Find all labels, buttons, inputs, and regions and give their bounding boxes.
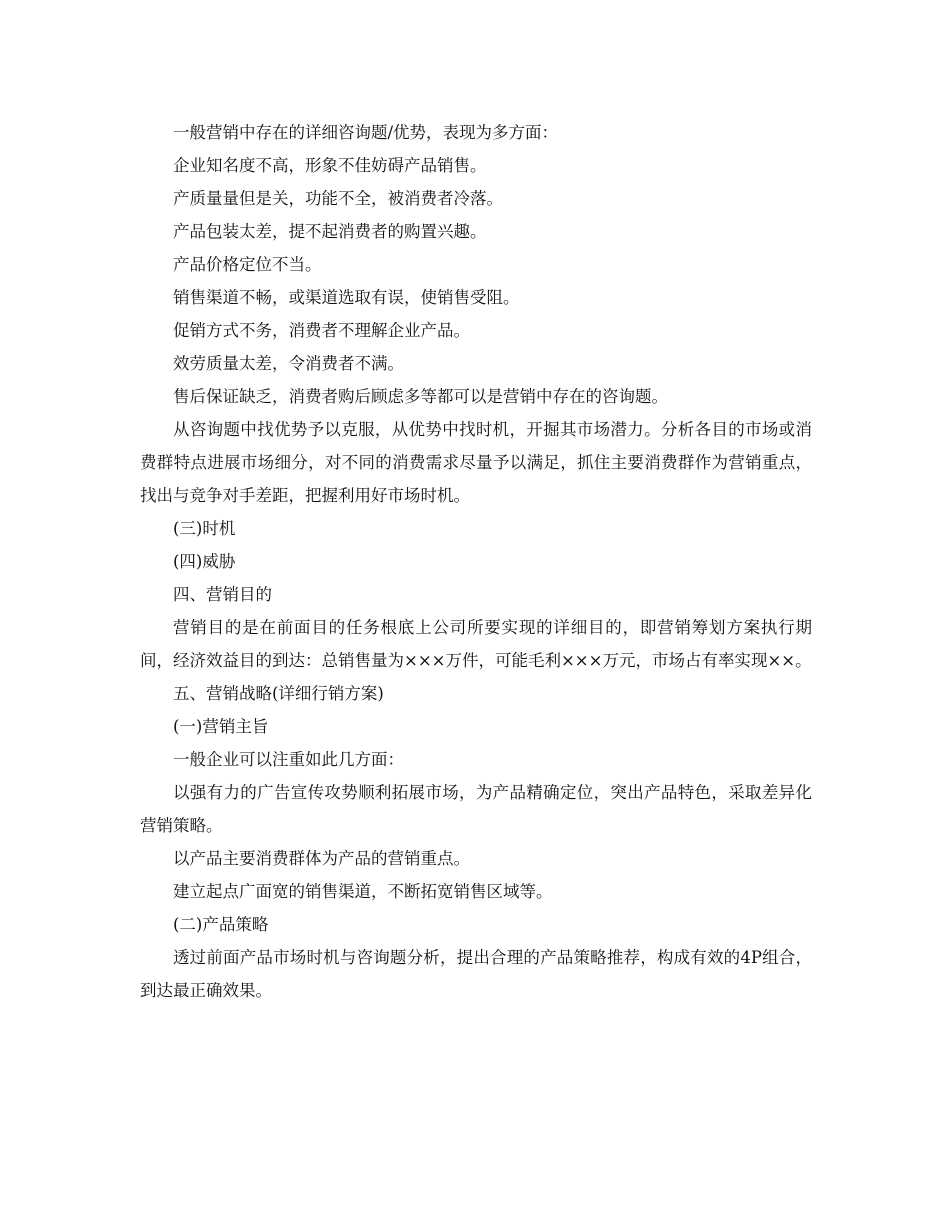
heading-product-strategy: (二)产品策略 — [173, 915, 269, 934]
paragraph-channels: 销售渠道不畅，或渠道选取有误，使销售受阻。 — [173, 288, 520, 307]
paragraph-marketing-goals: 营销目的是在前面目的任务根底上公司所要实现的详细目的，即营销筹划方案执行期间，经济效益目的到达：总销售量为×××万件，可能毛利×××万元，市场占有率实现××。 — [140, 618, 812, 670]
document-body — [140, 116, 812, 1007]
paragraph-analysis: 从咨询题中找优势予以克服，从优势中找时机，开掘其市场潜力。分析各目的市场或消费群特点进展市场细分，对不同的消费需求尽量予以满足，抓住主要消费群作为营销重点，找出与竞争对手差距，把握利用好市场时机。 — [140, 420, 812, 505]
paragraph-focus-aspects: 一般企业可以注重如此几方面： — [173, 750, 404, 769]
paragraph-packaging: 产品包装太差，提不起消费者的购置兴趣。 — [173, 222, 487, 241]
paragraph-quality: 产质量量但是关，功能不全，被消费者冷落。 — [173, 189, 503, 208]
heading-marketing-purpose: (一)营销主旨 — [173, 717, 269, 736]
heading-opportunity: (三)时机 — [173, 519, 236, 538]
paragraph-problems-intro: 一般营销中存在的详细咨询题/优势，表现为多方面： — [173, 123, 559, 142]
paragraph-service: 效劳质量太差，令消费者不满。 — [173, 354, 404, 373]
heading-marketing-goals: 四、营销目的 — [173, 585, 272, 604]
paragraph-sales-channels: 建立起点广面宽的销售渠道，不断拓宽销售区域等。 — [173, 882, 553, 901]
heading-marketing-strategy: 五、营销战略(详细行销方案) — [173, 684, 384, 703]
paragraph-product-strategy: 透过前面产品市场时机与咨询题分析，提出合理的产品策略推荐，构成有效的4P组合，到达最正确效果。 — [140, 948, 812, 1000]
paragraph-after-sales: 售后保证缺乏，消费者购后顾虑多等都可以是营销中存在的咨询题。 — [173, 387, 668, 406]
paragraph-low-reputation: 企业知名度不高，形象不佳妨碍产品销售。 — [173, 156, 487, 175]
paragraph-advertising: 以强有力的广告宣传攻势顺利拓展市场，为产品精确定位，突出产品特色，采取差异化营销策略。 — [140, 783, 812, 835]
paragraph-promotion: 促销方式不务，消费者不理解企业产品。 — [173, 321, 470, 340]
heading-threat: (四)威胁 — [173, 552, 236, 571]
paragraph-target-group: 以产品主要消费群体为产品的营销重点。 — [173, 849, 470, 868]
paragraph-pricing: 产品价格定位不当。 — [173, 255, 322, 274]
